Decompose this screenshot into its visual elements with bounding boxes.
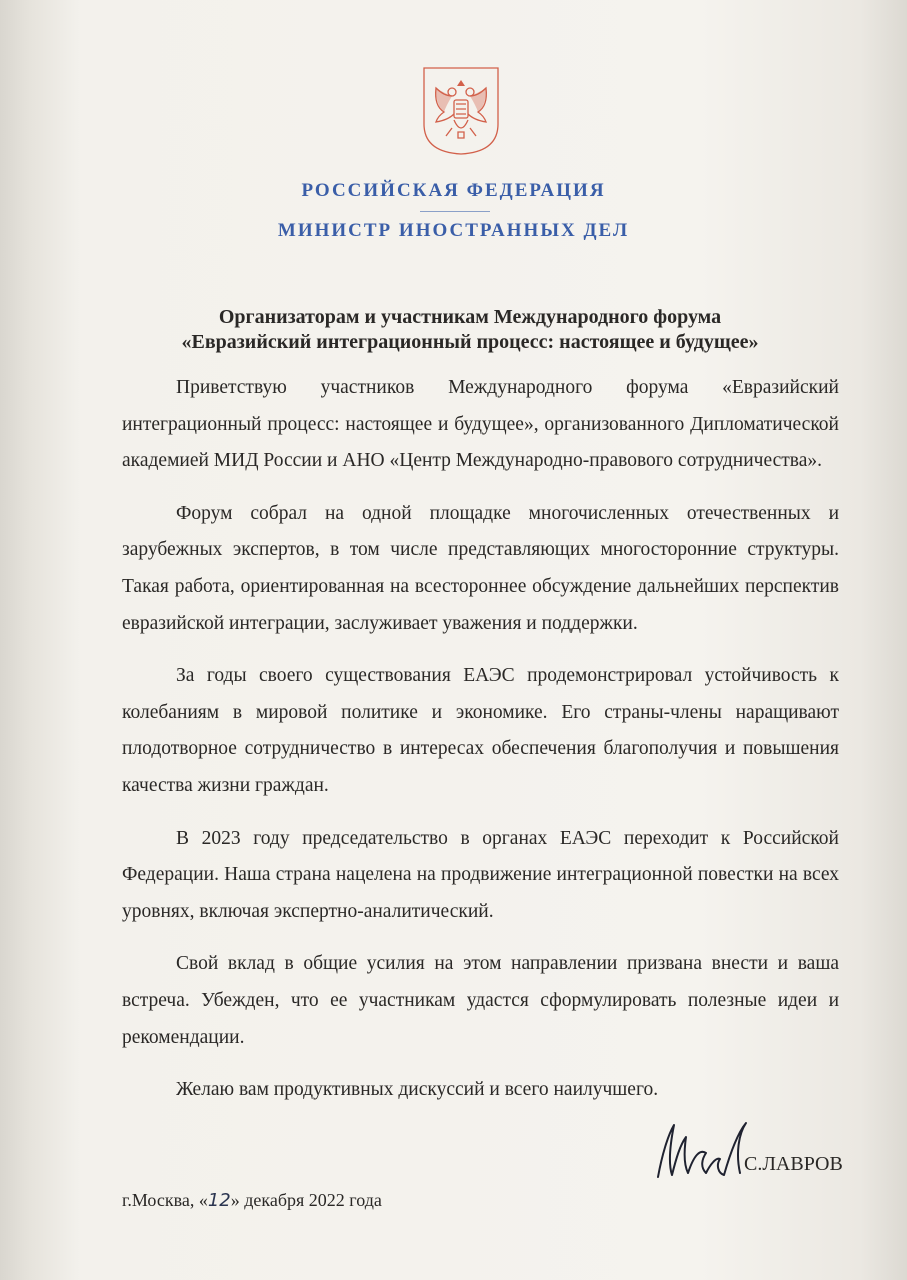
coat-of-arms-icon <box>422 66 500 156</box>
paragraph-1: Приветствую участников Международного форума «Евразийский интеграционный процесс: настоящее и будущее», организованного Дипломатической академией МИД России и АНО «Центр Международно-правового сотрудничества». <box>122 377 839 472</box>
signatory-name: С.ЛАВРОВ <box>744 1153 843 1175</box>
paragraph-4: В 2023 году председательство в органах ЕАЭС переходит к Российской Федерации. Наша страна нацелена на продвижение интеграционной повестки на всех уровнях, включая экспертно-аналитический. <box>122 827 839 922</box>
paragraph-5: Свой вклад в общие усилия на этом направлении призвана внести и ваша встреча. Убежден, что ее участникам удастся сформулировать полезные идеи и рекомендации. <box>122 953 839 1048</box>
letter-body <box>122 370 839 1125</box>
addressee-block <box>60 305 880 355</box>
addressee-line-2: «Евразийский интеграционный процесс: настоящее и будущее» <box>181 331 759 353</box>
handwritten-day: 12 <box>207 1190 231 1211</box>
date-suffix: » декабря 2022 года <box>230 1190 382 1210</box>
signature-block <box>650 1115 850 1195</box>
addressee-line-1: Организаторам и участникам Международного форума <box>218 306 722 328</box>
paragraph-2: Форум собрал на одной площадке многочисленных отечественных и зарубежных экспертов, в том числе представляющих многосторонние структуры. Такая работа, ориентированная на всестороннее обсуждение дальнейших перспектив евразийской интеграции, заслуживает уважения и поддержки. <box>122 502 839 634</box>
place-prefix: г.Москва, « <box>122 1190 208 1210</box>
paragraph-6: Желаю вам продуктивных дискуссий и всего наилучшего. <box>176 1079 659 1101</box>
country-heading: РОССИЙСКАЯ ФЕДЕРАЦИЯ <box>301 180 606 201</box>
heading-divider <box>420 211 490 212</box>
place-and-date <box>122 1190 382 1211</box>
ministry-heading: МИНИСТР ИНОСТРАННЫХ ДЕЛ <box>277 220 630 241</box>
paragraph-3: За годы своего существования ЕАЭС продемонстрировал устойчивость к колебаниям в мировой политике и экономике. Его страны-члены наращивают плодотворное сотрудничество в интересах обеспечения благополучия и повышения качества жизни граждан. <box>122 665 839 796</box>
